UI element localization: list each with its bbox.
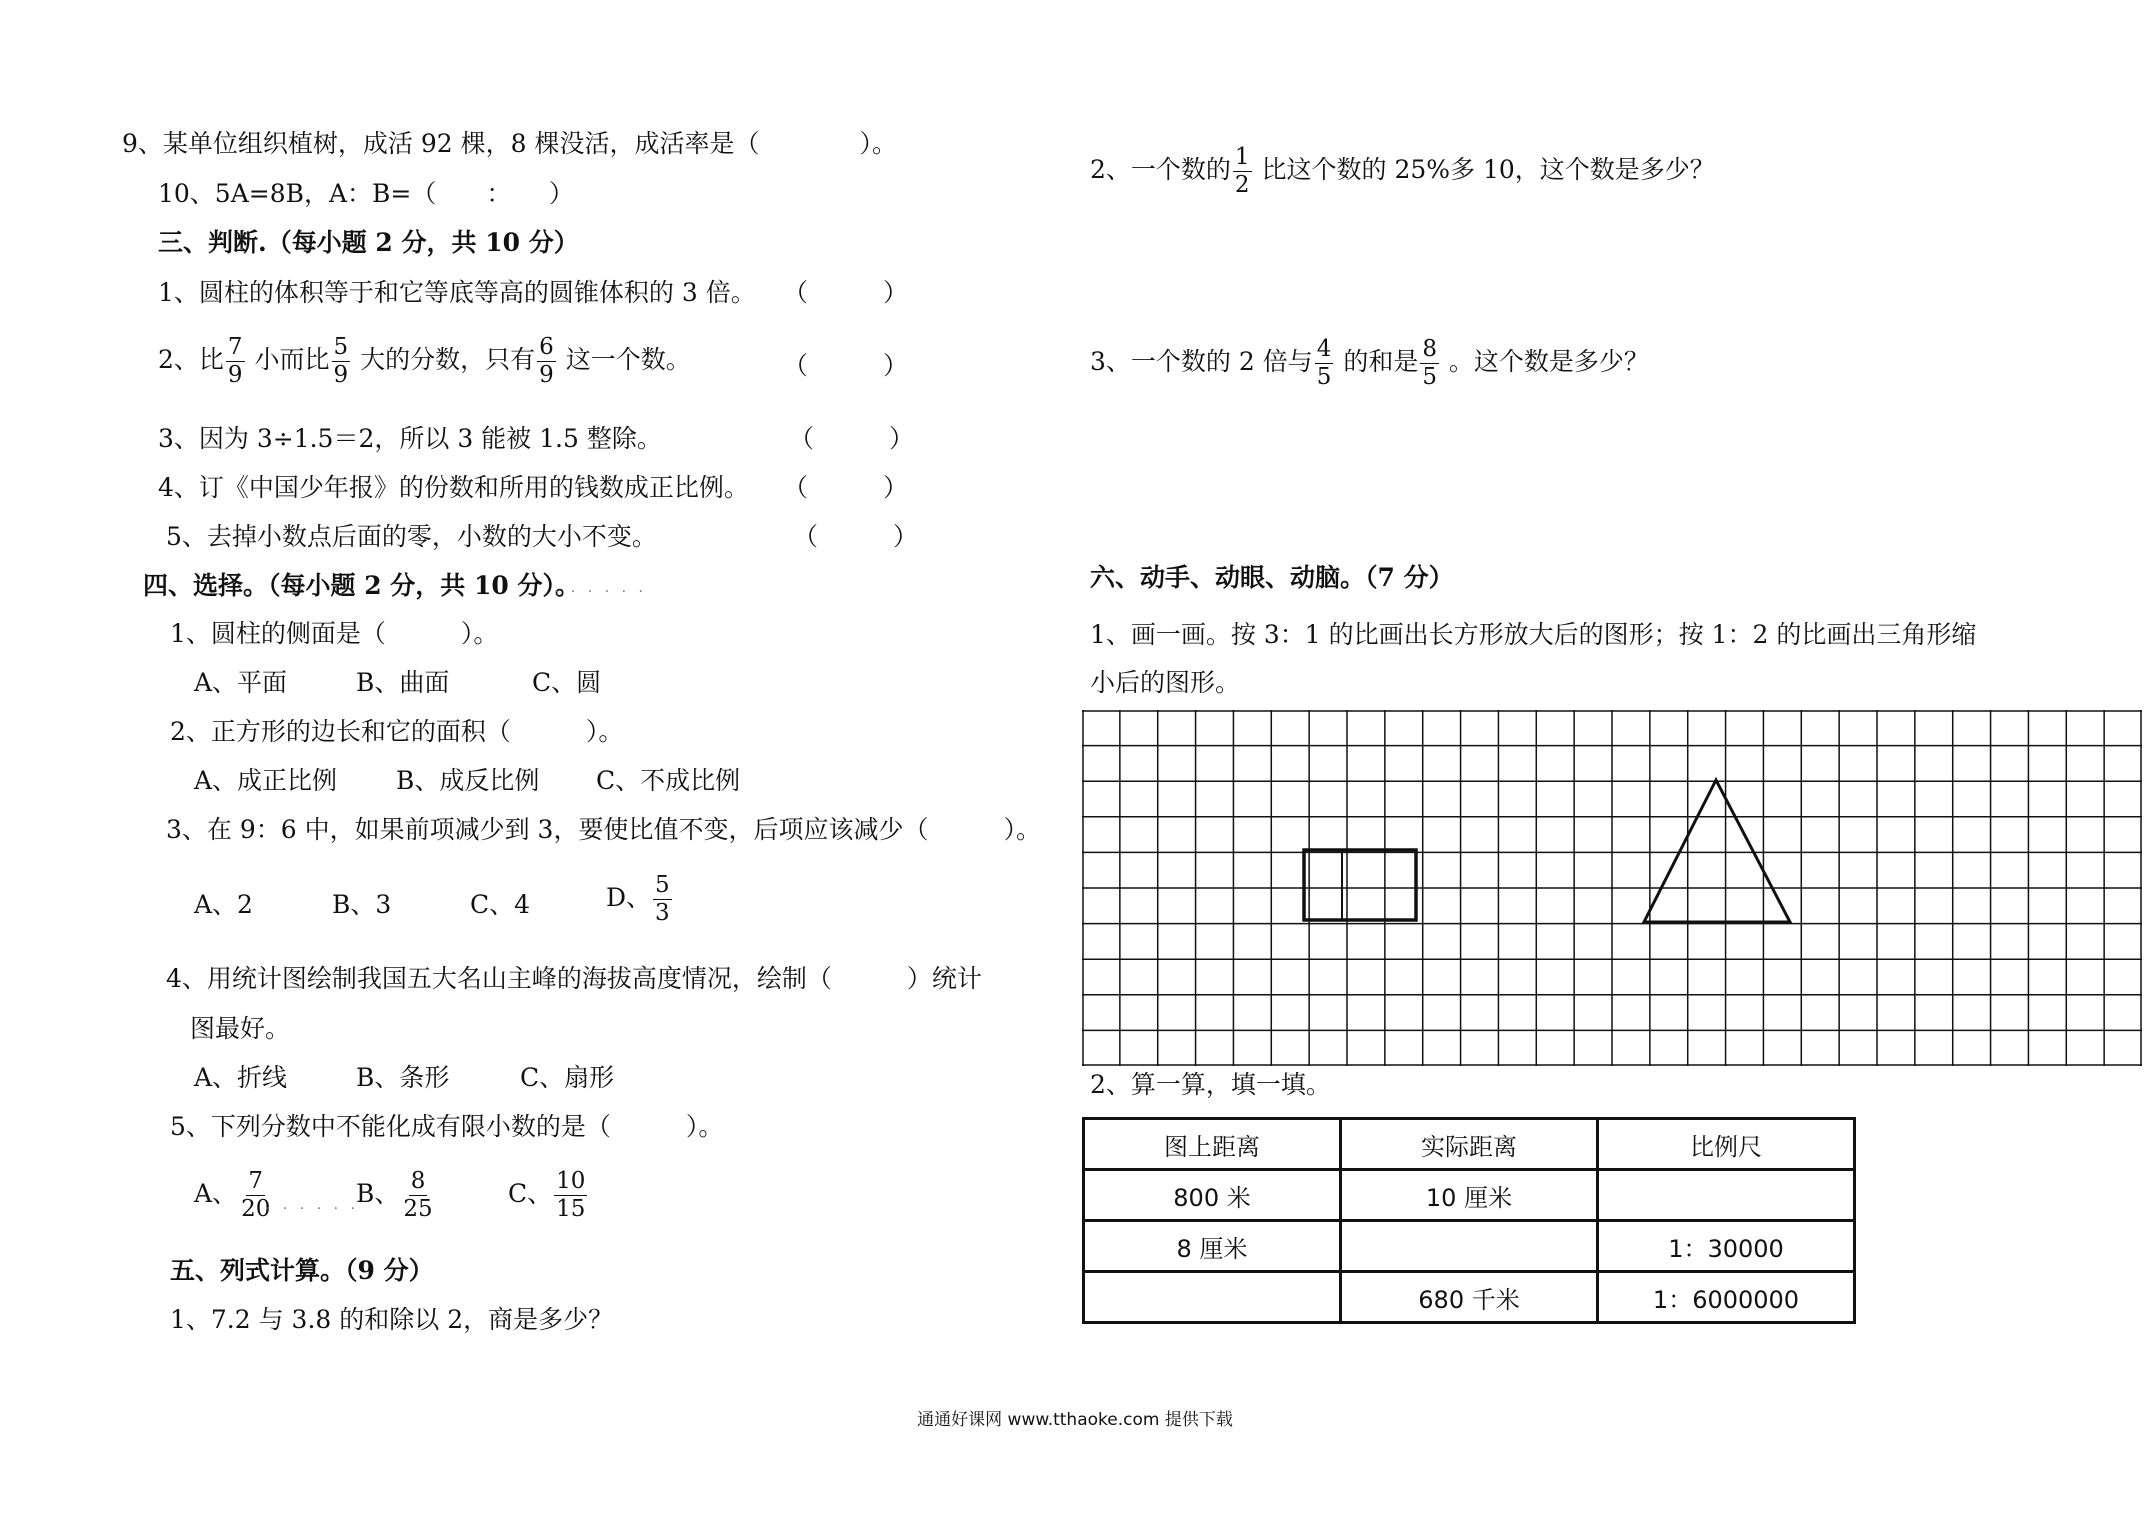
choice-5-option-b: B、 $\frac{8}{25}$ <box>356 1168 433 1222</box>
choice-3-option-b: B、3 <box>332 890 392 919</box>
calc-1: 1、7.2 与 3.8 的和除以 2，商是多少？ <box>170 1305 614 1334</box>
choice-4-line-2: 图最好。 <box>190 1014 291 1043</box>
triangle-shape <box>1644 780 1790 922</box>
choice-2-option-b: B、成反比例 <box>396 766 540 795</box>
section-5-title: 五、列式计算。（9 分） <box>170 1256 434 1285</box>
table-cell <box>1084 1272 1341 1323</box>
table-cell <box>1341 1221 1598 1272</box>
choice-1-option-b: B、曲面 <box>356 668 450 697</box>
draw-1-line-2: 小后的图形。 <box>1090 668 1241 697</box>
draw-1-line-1: 1、画一画。按 3：1 的比画出长方形放大后的图形；按 1：2 的比画出三角形缩 <box>1090 620 1977 649</box>
choice-5-option-a: A、 $\frac{7}{20}$ <box>194 1168 271 1222</box>
table-cell <box>1598 1170 1855 1221</box>
fraction: $\frac{6}{9}$ <box>539 334 554 388</box>
judge-3: 3、因为 3÷1.5＝2，所以 3 能被 1.5 整除。 <box>158 424 662 453</box>
choice-3-option-d: D、 $\frac{5}{3}$ <box>606 872 670 926</box>
choice-3-option-c: C、4 <box>470 890 531 919</box>
footer-credit: 通通好课网 www.tthaoke.com 提供下载 <box>917 1410 1233 1430</box>
judge-1-paren: （ ） <box>783 278 909 307</box>
right-question-2: 2、一个数的 $\frac{1}{2}$ 比这个数的 25%多 10，这个数是多少？ <box>1090 144 1715 198</box>
table-cell: 10 厘米 <box>1341 1170 1598 1221</box>
fraction: $\frac{5}{9}$ <box>333 334 349 388</box>
table-header-row <box>1084 1119 1855 1170</box>
decorative-dots: · · · · · · <box>554 584 647 600</box>
judge-4: 4、订《中国少年报》的份数和所用的钱数成正比例。 <box>158 473 749 502</box>
choice-4-option-a: A、折线 <box>194 1063 288 1092</box>
grid-lines <box>1082 710 2142 1066</box>
choice-4-line-1: 4、用统计图绘制我国五大名山主峰的海拔高度情况，绘制（ ）统计 <box>166 964 982 993</box>
choice-5-option-c: C、 $\frac{10}{15}$ <box>508 1168 586 1222</box>
table-row <box>1084 1272 1855 1323</box>
judge-5: 5、去掉小数点后面的零，小数的大小不变。 <box>166 522 657 551</box>
table-header-cell: 实际距离 <box>1341 1119 1598 1170</box>
fraction: $\frac{5}{3}$ <box>655 872 670 926</box>
choice-3-option-a: A、2 <box>194 890 253 919</box>
judge-5-paren: （ ） <box>793 522 919 551</box>
choice-1: 1、圆柱的侧面是（ ）。 <box>170 619 499 648</box>
decorative-dots: · · · · · · <box>266 1201 359 1217</box>
choice-4-option-c: C、扇形 <box>520 1063 615 1092</box>
judge-1: 1、圆柱的体积等于和它等底等高的圆锥体积的 3 倍。 <box>158 278 756 307</box>
table-cell: 800 米 <box>1084 1170 1341 1221</box>
section-4-title: 四、选择。（每小题 2 分，共 10 分）。 <box>143 571 581 600</box>
section-3-title: 三、判断.（每小题 2 分，共 10 分） <box>158 228 579 257</box>
judge-2-paren: （ ） <box>783 351 909 380</box>
choice-2-option-c: C、不成比例 <box>596 766 741 795</box>
fraction: $\frac{7}{9}$ <box>227 334 243 388</box>
table-row <box>1084 1221 1855 1272</box>
table-cell: 680 千米 <box>1341 1272 1598 1323</box>
judge-2: 2、比 $\frac{7}{9}$ 小而比 $\frac{5}{9}$ 大的分数，只有 $\frac{6}{9}$ 这一个数。 <box>158 334 691 388</box>
rectangle-shape <box>1304 850 1416 920</box>
question-10: 10、5A=8B，A：B=（ ： ） <box>158 179 574 208</box>
judge-3-paren: （ ） <box>789 424 915 453</box>
table-cell: 1：6000000 <box>1598 1272 1855 1323</box>
choice-5: 5、下列分数中不能化成有限小数的是（ ）。 <box>170 1112 724 1141</box>
right-question-3: 3、一个数的 2 倍与 $\frac{4}{5}$ 的和是 $\frac{8}{5}$ 。这个数是多少？ <box>1090 336 1649 390</box>
choice-1-option-c: C、圆 <box>532 668 602 697</box>
drawing-grid <box>1082 710 2142 1066</box>
section-6-title: 六、动手、动眼、动脑。（7 分） <box>1090 563 1454 592</box>
fraction: $\frac{4}{5}$ <box>1316 336 1332 390</box>
fraction: $\frac{7}{20}$ <box>241 1168 271 1222</box>
fraction: $\frac{10}{15}$ <box>556 1168 586 1222</box>
choice-4-option-b: B、条形 <box>356 1063 450 1092</box>
scale-table <box>1082 1117 1856 1324</box>
fill-2: 2、算一算，填一填。 <box>1090 1070 1331 1099</box>
fraction: $\frac{8}{25}$ <box>403 1168 433 1222</box>
table-cell: 8 厘米 <box>1084 1221 1341 1272</box>
choice-3: 3、在 9：6 中，如果前项减少到 3，要使比值不变，后项应该减少（ ）。 <box>166 815 1041 844</box>
table-cell: 1：30000 <box>1598 1221 1855 1272</box>
choice-2: 2、正方形的边长和它的面积（ ）。 <box>170 717 624 746</box>
table-header-cell: 图上距离 <box>1084 1119 1341 1170</box>
judge-4-paren: （ ） <box>783 473 909 502</box>
question-9: 9、某单位组织植树，成活 92 棵，8 棵没活，成活率是（ ）。 <box>122 129 897 158</box>
choice-2-option-a: A、成正比例 <box>194 766 338 795</box>
fraction: $\frac{1}{2}$ <box>1234 144 1250 198</box>
choice-1-option-a: A、平面 <box>194 668 288 697</box>
table-header-cell: 比例尺 <box>1598 1119 1855 1170</box>
table-row <box>1084 1170 1855 1221</box>
fraction: $\frac{8}{5}$ <box>1422 336 1437 390</box>
